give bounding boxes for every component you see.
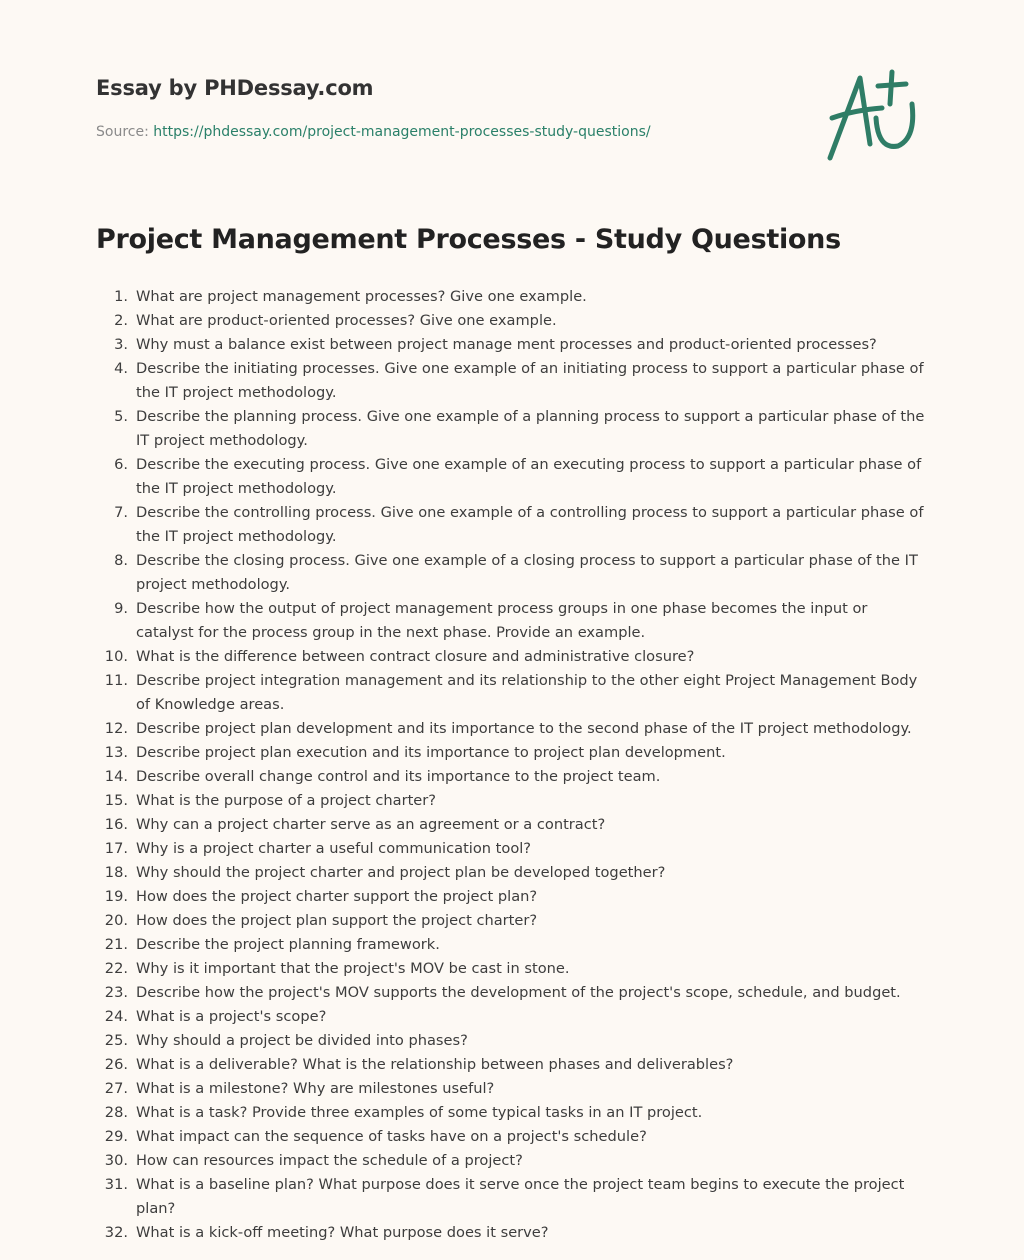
item-text: Describe the planning process. Give one example of a planning process to support a particular phase of the IT project methodology. [136,408,925,449]
item-number: 8. [114,552,128,569]
item-number: 7. [114,504,128,521]
list-item [96,765,926,789]
item-number: 31. [104,1176,128,1193]
list-item [96,909,926,933]
item-number: 29. [104,1128,128,1145]
list-item [96,837,926,861]
item-text: Describe project plan execution and its importance to project plan development. [136,744,726,761]
item-number: 27. [104,1080,128,1097]
item-number: 13. [104,744,128,761]
item-number: 24. [104,1008,128,1025]
item-text: How does the project charter support the project plan? [136,888,538,905]
item-text: Describe overall change control and its importance to the project team. [136,768,661,785]
item-text: Describe the controlling process. Give one example of a controlling process to support a particular phase of the IT project methodology. [136,504,924,545]
item-text: What is a baseline plan? What purpose does it serve once the project team begins to execute the project plan? [136,1176,905,1217]
item-text: Describe the initiating processes. Give one example of an initiating process to support a particular phase of the IT project methodology. [136,360,924,401]
item-text: What is a project's scope? [136,1008,327,1025]
list-item [96,453,926,501]
list-item [96,1005,926,1029]
list-item [96,597,926,645]
item-text: What is a task? Provide three examples of some typical tasks in an IT project. [136,1104,703,1121]
list-item [96,501,926,549]
list-item [96,957,926,981]
source-label: Source: [96,124,149,140]
item-text: Describe project plan development and its importance to the second phase of the IT project methodology. [136,720,912,737]
item-number: 14. [104,768,128,785]
list-item [96,1053,926,1077]
list-item [96,885,926,909]
list-item [96,741,926,765]
list-item [96,1029,926,1053]
list-item [96,1101,926,1125]
item-number: 1. [114,288,128,305]
item-number: 28. [104,1104,128,1121]
item-number: 26. [104,1056,128,1073]
item-number: 21. [104,936,128,953]
list-item [96,669,926,717]
item-text: Describe the project planning framework. [136,936,440,953]
item-text: What is the purpose of a project charter? [136,792,437,809]
item-text: Describe how the output of project management process groups in one phase becomes the input or catalyst for the process group in the next phase. Provide an example. [136,600,868,641]
source-link[interactable]: https://phdessay.com/project-management-processes-study-questions/ [153,124,651,140]
list-item [96,309,926,333]
list-item [96,813,926,837]
item-number: 19. [104,888,128,905]
list-item [96,405,926,453]
item-number: 3. [114,336,128,353]
source-line [96,124,651,140]
item-number: 16. [104,816,128,833]
item-text: Why should a project be divided into phases? [136,1032,468,1049]
item-text: Why should the project charter and project plan be developed together? [136,864,666,881]
list-item [96,933,926,957]
list-item [96,1149,926,1173]
item-number: 30. [104,1152,128,1169]
list-item [96,357,926,405]
item-text: What is the difference between contract closure and administrative closure? [136,648,695,665]
item-number: 12. [104,720,128,737]
item-number: 17. [104,840,128,857]
list-item [96,861,926,885]
item-number: 2. [114,312,128,329]
item-text: Why is it important that the project's MOV be cast in stone. [136,960,570,977]
item-number: 22. [104,960,128,977]
item-text: What are product-oriented processes? Give one example. [136,312,557,329]
item-text: Describe the closing process. Give one example of a closing process to support a particular phase of the IT project methodology. [136,552,918,593]
brand-title: Essay by PHDessay.com [96,76,374,100]
list-item [96,285,926,309]
page-title: Project Management Processes - Study Questions [96,224,841,255]
item-number: 18. [104,864,128,881]
item-text: Why can a project charter serve as an agreement or a contract? [136,816,606,833]
item-number: 25. [104,1032,128,1049]
item-number: 23. [104,984,128,1001]
item-number: 20. [104,912,128,929]
item-text: Why is a project charter a useful communication tool? [136,840,532,857]
list-item [96,1125,926,1149]
item-number: 9. [114,600,128,617]
item-text: What are project management processes? Give one example. [136,288,587,305]
item-text: Describe the executing process. Give one example of an executing process to support a particular phase of the IT project methodology. [136,456,922,497]
list-item [96,549,926,597]
item-number: 5. [114,408,128,425]
item-number: 15. [104,792,128,809]
item-number: 6. [114,456,128,473]
list-item [96,645,926,669]
list-item [96,1221,926,1245]
list-item [96,717,926,741]
item-number: 4. [114,360,128,377]
question-list [96,285,926,1245]
item-text: What is a milestone? Why are milestones useful? [136,1080,495,1097]
item-text: Why must a balance exist between project manage ment processes and product-oriented processes? [136,336,877,353]
item-text: What impact can the sequence of tasks have on a project's schedule? [136,1128,647,1145]
item-number: 32. [104,1224,128,1241]
item-number: 11. [104,672,128,689]
item-text: What is a kick-off meeting? What purpose does it serve? [136,1224,549,1241]
item-text: Describe project integration management and its relationship to the other eight Project Management Body of Knowledge areas. [136,672,918,713]
item-text: Describe how the project's MOV supports the development of the project's scope, schedule, and budget. [136,984,901,1001]
item-text: How does the project plan support the project charter? [136,912,538,929]
item-number: 10. [104,648,128,665]
item-text: How can resources impact the schedule of a project? [136,1152,523,1169]
list-item [96,981,926,1005]
list-item [96,1173,926,1221]
a-plus-logo-icon [820,66,930,166]
list-item [96,1077,926,1101]
item-text: What is a deliverable? What is the relationship between phases and deliverables? [136,1056,734,1073]
list-item [96,789,926,813]
list-item [96,333,926,357]
